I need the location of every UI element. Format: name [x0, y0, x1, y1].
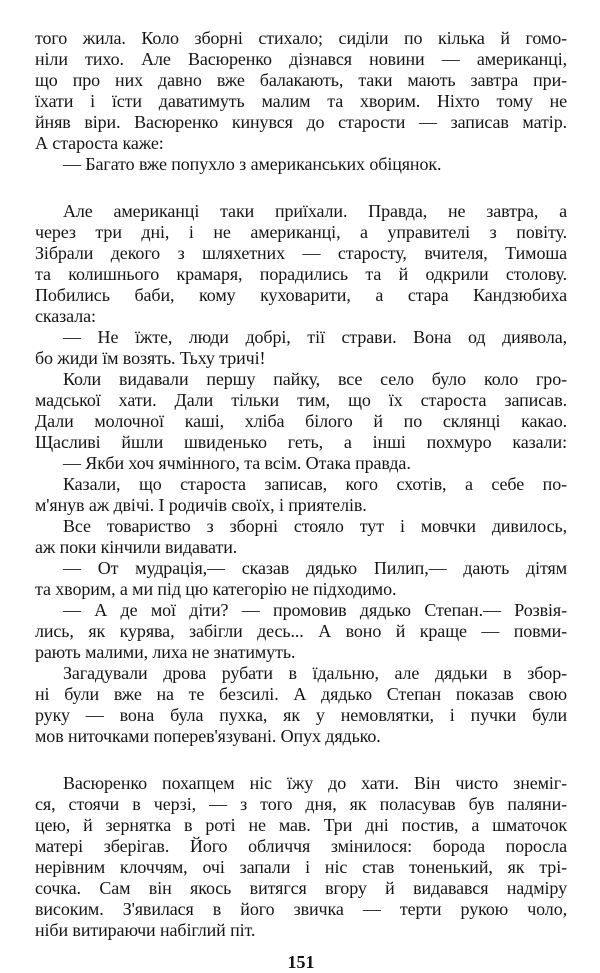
text-line: йняв віри. Васюренко кинувся до старости — записав матір.	[35, 112, 567, 132]
text-line: ніли тихо. Але Васюренко дізнався новини — американці,	[35, 49, 567, 69]
text-line: — Якби хоч ячмінного, та всім. Отака правда.	[63, 453, 411, 473]
text-line: Все товариство з зборні стояло тут і мовчки дивилось,	[63, 516, 567, 536]
text-line: Казали, що староста записав, кого схотів, а себе по-	[63, 474, 567, 494]
book-page	[35, 0, 567, 972]
text-line: — А де мої діти? — промовив дядько Степан.— Розвія-	[63, 600, 567, 620]
text-line: Побились баби, кому куховарити, а стара Кандзюбиха	[35, 285, 567, 305]
text-line: та хворим, а ми під цю категорію не підходимо.	[35, 579, 397, 599]
text-line: Дали молочної каші, хліба білого й по склянці какао.	[35, 411, 567, 431]
text-line: — Не їжте, люди добрі, тії страви. Вона од диявола,	[63, 327, 567, 347]
text-line: матері зберігав. Його обличчя змінилося: борода поросла	[35, 836, 567, 856]
text-line: Коли видавали першу пайку, все село було коло гро-	[63, 369, 567, 389]
text-line: лись, як курява, забігли десь... А воно й краще — повми-	[35, 621, 567, 641]
text-line: руку — вона була пухка, як у немовлятки, і пучки були	[35, 705, 567, 725]
text-line: Васюренко похапцем ніс їжу до хати. Він чисто знеміг-	[63, 773, 567, 793]
text-line: сочка. Сам він якось витягся вгору й видавався надміру	[35, 878, 567, 898]
text-line: ніби витираючи набіглий піт.	[35, 920, 256, 940]
text-line: Загадували дрова рубати в їдальню, але дядьки в збор-	[63, 663, 567, 683]
text-line: рають малими, лиха не знатимуть.	[35, 642, 296, 662]
text-line: ся, стоячи в черзі, — з того дня, як поласував був паляни-	[35, 794, 567, 814]
text-line: того жила. Коло зборні стихало; сиділи по кілька й гомо-	[35, 28, 567, 48]
text-line: Зібрали декого з шляхетних — старосту, вчителя, Тимоша	[35, 243, 567, 263]
text-line: Щасливі йшли швиденько геть, а інші похмуро казали:	[35, 432, 567, 452]
text-line: аж поки кінчили видавати.	[35, 537, 238, 557]
text-line: цею, й зернятка в роті не мав. Три дні постив, а шматочок	[35, 815, 567, 835]
text-line: мов ниточками поперев'язувані. Опух дядько.	[35, 726, 381, 746]
text-line: через три дні, і не американці, а управителі з повіту.	[35, 222, 567, 242]
text-line: їхати і їсти даватимуть малим та хворим. Ніхто тому не	[35, 91, 567, 111]
text-line: А староста каже:	[35, 133, 164, 153]
text-line: мадської хати. Дали тільки тим, що їх староста записав.	[35, 390, 567, 410]
text-line: — От мудрація,— сказав дядько Пилип,— дають дітям	[63, 558, 567, 578]
text-line: м'янув аж двічі. І родичів своїх, і приятелів.	[35, 495, 367, 515]
text-line: бо жиди їм возять. Тьху тричі!	[35, 348, 266, 368]
text-line: сказала:	[35, 306, 96, 326]
text-line: що про них давно вже балакають, таки мають завтра при-	[35, 70, 567, 90]
text-line: нерівним клоччям, очі запали і ніс став тоненький, як трі-	[35, 857, 567, 877]
text-line: ні були вже на те безсилі. А дядько Степан показав свою	[35, 684, 567, 704]
text-line: та колишнього крамаря, порадились та й одкрили столову.	[35, 264, 567, 284]
page-number: 151	[287, 952, 315, 972]
text-line: — Багато вже попухло з американських обіцянок.	[63, 154, 442, 174]
text-line: високим. З'явилася в його звичка — терти рукою чоло,	[35, 899, 567, 919]
text-line: Але американці таки приїхали. Правда, не завтра, а	[63, 201, 567, 221]
